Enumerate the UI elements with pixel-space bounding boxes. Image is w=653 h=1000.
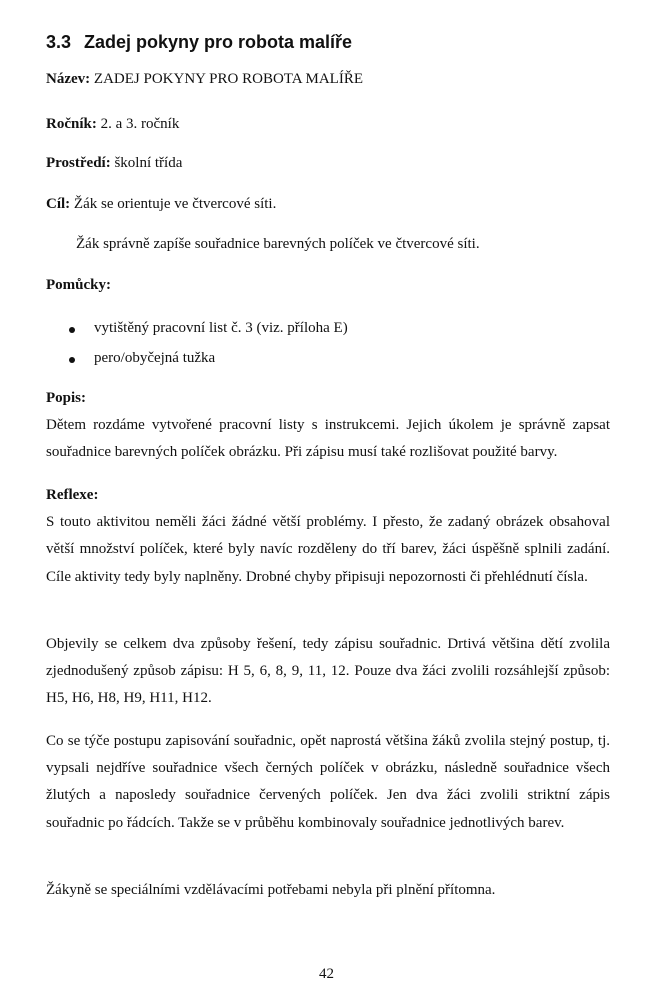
field-rocnik bbox=[46, 116, 179, 133]
bullet-icon bbox=[69, 357, 75, 363]
section-number: 3.3 bbox=[46, 32, 72, 52]
field-cil-value: Žák se orientuje ve čtvercové síti. bbox=[73, 196, 277, 212]
field-prostredi-label: Prostředí: bbox=[46, 155, 111, 171]
reflexe-paragraph: Žákyně se speciálními vzdělávacími potřebami nebyla při plnění přítomna. bbox=[46, 882, 496, 898]
field-prostredi bbox=[46, 155, 182, 172]
field-rocnik-value: 2. a 3. ročník bbox=[100, 116, 180, 132]
field-prostredi-value: školní třída bbox=[114, 155, 183, 171]
section-heading bbox=[46, 32, 352, 53]
pomucky-label: Pomůcky: bbox=[46, 277, 111, 293]
popis-text: Dětem rozdáme vytvořené pracovní listy s instrukcemi. Jejich úkolem je správně zapsat souřadnice barevných políček obrázku. Při zápisu musí také rozlišovat použité barvy. bbox=[46, 417, 610, 461]
field-cil bbox=[46, 196, 276, 213]
popis-label: Popis: bbox=[46, 390, 87, 406]
reflexe-label: Reflexe: bbox=[46, 487, 99, 503]
field-cil-second-line: Žák správně zapíše souřadnice barevných políček ve čtvercové síti. bbox=[76, 236, 480, 252]
list-item: vytištěný pracovní list č. 3 (viz. příloha E) bbox=[64, 320, 348, 350]
page-number: 42 bbox=[319, 966, 334, 982]
field-nazev-value: ZADEJ POKYNY PRO ROBOTA MALÍŘE bbox=[93, 71, 363, 87]
reflexe-paragraph: Objevily se celkem dva způsoby řešení, tedy zápisu souřadnic. Drtivá většina dětí zvolila zjednodušený způsob zápisu: H 5, 6, 8, 9, 11, 12. Pouze dva žáci zvolili rozsáhlejší způsob: H5, H6, H8, H9, H11, H12. bbox=[46, 636, 610, 707]
field-nazev-label: Název: bbox=[46, 71, 91, 87]
field-nazev bbox=[46, 71, 363, 88]
field-rocnik-label: Ročník: bbox=[46, 116, 97, 132]
list-item: pero/obyčejná tužka bbox=[64, 350, 348, 380]
reflexe-paragraph: Co se týče postupu zapisování souřadnic, opět naprostá většina žáků zvolila stejný postup, tj. vypsali nejdříve souřadnice všech černých políček v obrázku, následně souřadnice všech žlutých a naposledy souřadnice červených políček. Jen dva žáci zvolili striktní zápis souřadnic po řádcích. Takže se v průběhu kombinovaly souřadnice jednotlivých barev. bbox=[46, 733, 610, 831]
section-title: Zadej pokyny pro robota malíře bbox=[84, 32, 353, 52]
reflexe-section bbox=[46, 482, 610, 591]
reflexe-paragraph: S touto aktivitou neměli žáci žádné větší problémy. I přesto, že zadaný obrázek obsahoval větší množství políček, které byly navíc rozděleny do tří barev, žáci úspěšně splnili zadání. Cíle aktivity tedy byly naplněny. Drobné chyby připisuji nepozornosti či přehlédnutí čísla. bbox=[46, 514, 610, 585]
pomucky-list bbox=[64, 320, 348, 380]
bullet-icon bbox=[69, 327, 75, 333]
field-cil-label: Cíl: bbox=[46, 196, 71, 212]
popis-section bbox=[46, 385, 610, 467]
